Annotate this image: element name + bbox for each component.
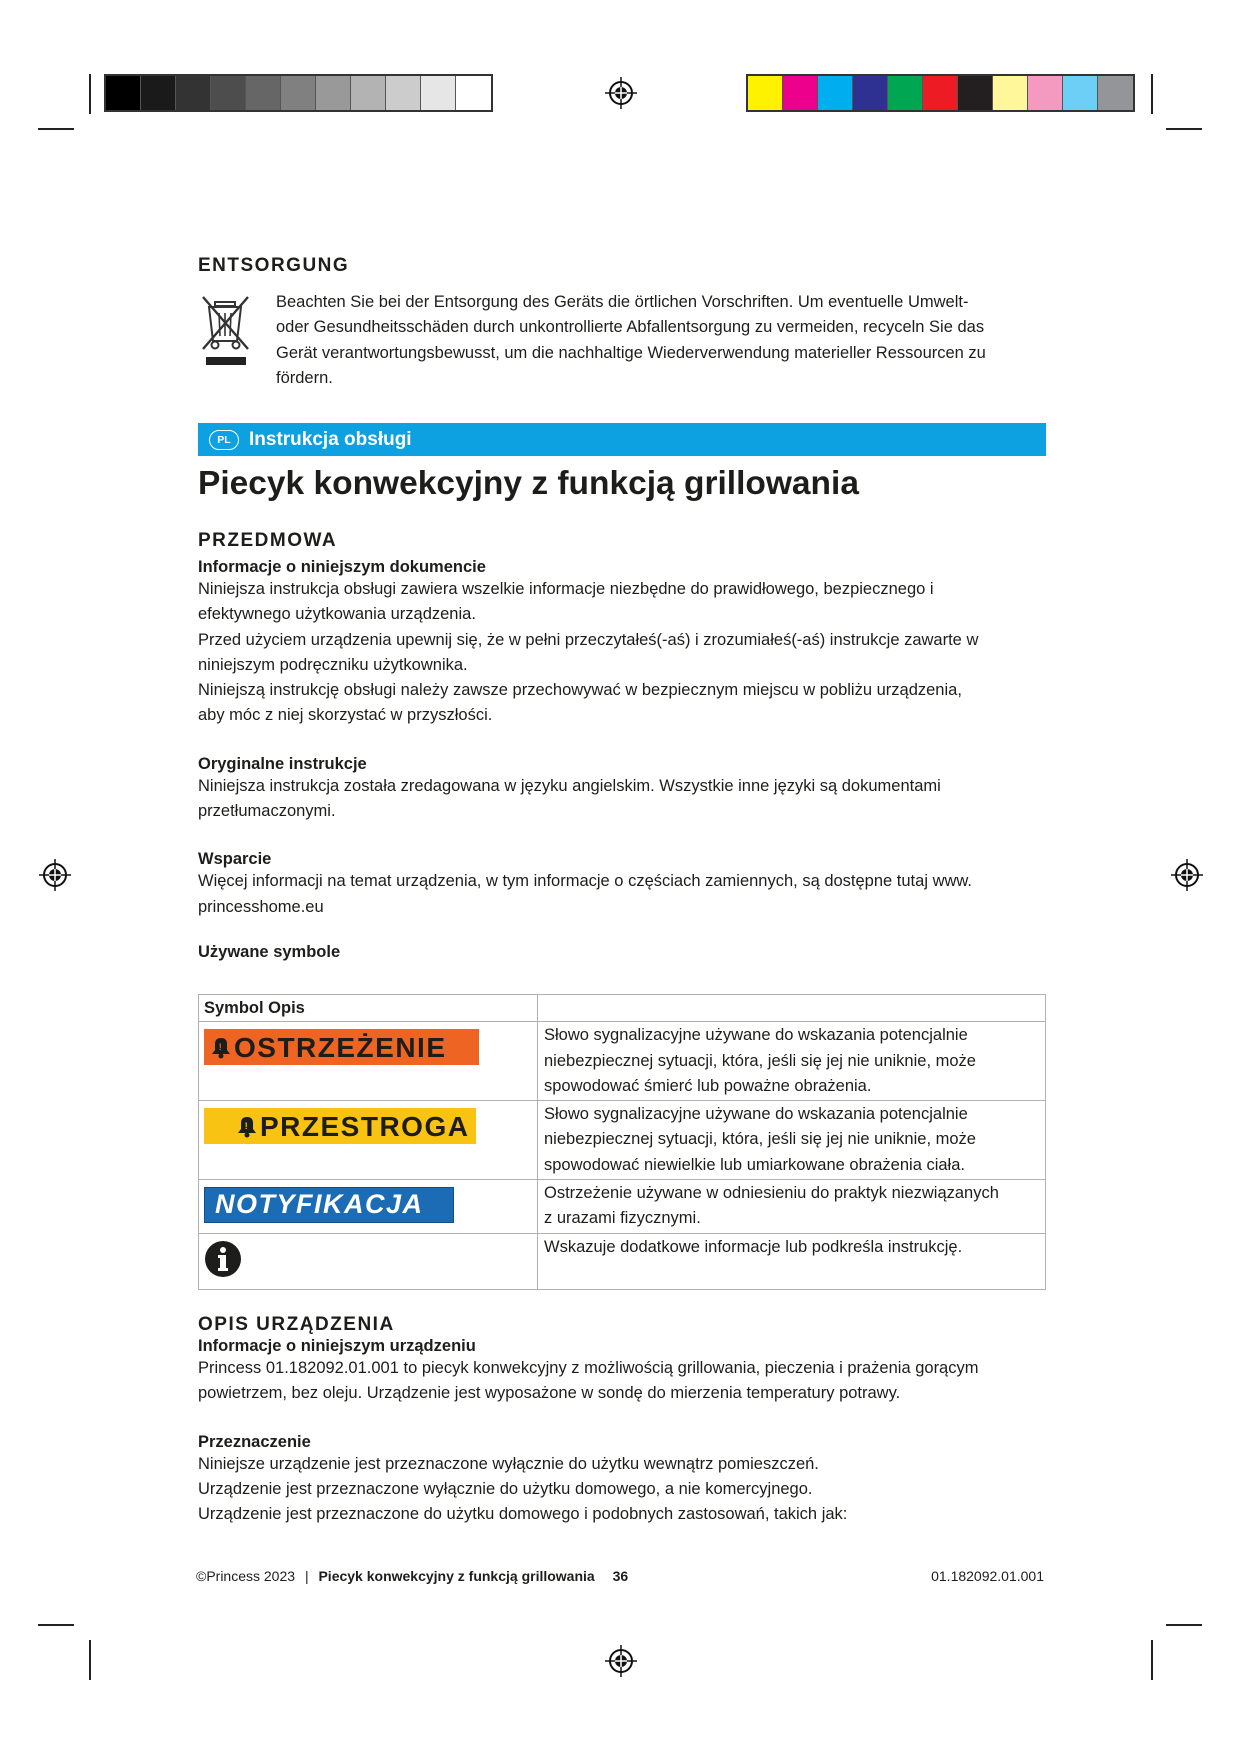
- color-swatch: [141, 76, 176, 110]
- text-line: Urządzenie jest przeznaczone do użytku domowego i podobnych zastosowań, takich jak:: [198, 1505, 848, 1524]
- color-swatch: [783, 76, 818, 110]
- disposal-heading: ENTSORGUNG: [198, 255, 350, 276]
- registration-mark-icon: [604, 76, 638, 110]
- footer-product: Piecyk konwekcyjny z funkcją grillowania: [318, 1568, 595, 1584]
- crop-mark: [89, 74, 91, 114]
- text-line: efektywnego użytkowania urządzenia.: [198, 605, 476, 624]
- color-swatch: [853, 76, 888, 110]
- description-cell: [538, 1022, 1046, 1101]
- text-line: spowodować niewielkie lub umiarkowane obrażenia ciała.: [544, 1155, 965, 1174]
- footer-model: 01.182092.01.001: [931, 1568, 1044, 1584]
- text-line: Przed użyciem urządzenia upewnij się, że w pełni przeczytałeś(-aś) i zrozumiałeś(-aś) instrukcje zawarte w: [198, 630, 979, 649]
- support-heading: Wsparcie: [198, 850, 272, 869]
- color-swatch: [281, 76, 316, 110]
- text-line: Niniejsza instrukcja obsługi zawiera wszelkie informacje niezbędne do prawidłowego, bezpiecznego i: [198, 580, 934, 598]
- text-line: Słowo sygnalizacyjne używane do wskazania potencjalnie: [544, 1026, 968, 1045]
- symbol-cell: [199, 1180, 538, 1234]
- purpose-text: [198, 1452, 1046, 1528]
- text-line: Niniejsze urządzenie jest przeznaczone wyłącznie do użytku wewnątrz pomieszczeń.: [198, 1454, 819, 1473]
- text-line: niniejszym podręczniku użytkownika.: [198, 655, 468, 674]
- foreword-heading: PRZEDMOWA: [198, 530, 338, 551]
- color-swatch: [888, 76, 923, 110]
- text-line: Beachten Sie bei der Entsorgung des Geräts die örtlichen Vorschriften. Um eventuelle Umwelt-: [276, 293, 969, 311]
- page-number: 36: [612, 1568, 629, 1584]
- color-swatch: [351, 76, 386, 110]
- color-swatch: [211, 76, 246, 110]
- color-swatch: [958, 76, 993, 110]
- color-swatch: [923, 76, 958, 110]
- text-line: niebezpiecznej sytuacji, która, jeśli się jej nie uniknie, może: [544, 1130, 976, 1149]
- text-line: niebezpiecznej sytuacji, która, jeśli się jej nie uniknie, może: [544, 1051, 976, 1070]
- text-line: Słowo sygnalizacyjne używane do wskazania potencjalnie: [544, 1105, 968, 1124]
- svg-text:!: !: [218, 1042, 224, 1053]
- color-swatch: [386, 76, 421, 110]
- purpose-heading: Przeznaczenie: [198, 1432, 311, 1451]
- symbol-cell: [199, 1101, 538, 1180]
- text-line: powietrzem, bez oleju. Urządzenie jest wyposażone w sondę do mierzenia temperatury potrawy.: [198, 1384, 901, 1403]
- table-row: [199, 1180, 1046, 1234]
- footer-separator: |: [304, 1568, 309, 1584]
- notice-badge: [204, 1187, 454, 1223]
- color-swatch: [748, 76, 783, 110]
- text-line: Więcej informacji na temat urządzenia, w tym informacje o częściach zamiennych, są dostępne tutaj www.: [198, 872, 972, 891]
- table-row: [199, 1101, 1046, 1180]
- alert-bell-icon: [234, 1114, 260, 1138]
- crop-mark: [1151, 1640, 1153, 1680]
- disposal-text: [276, 290, 1046, 391]
- description-cell: [538, 1233, 1046, 1289]
- color-swatch: [993, 76, 1028, 110]
- support-text: [198, 869, 1046, 920]
- color-swatch: [246, 76, 281, 110]
- footer-copyright: ©Princess 2023: [196, 1568, 296, 1584]
- device-section: [198, 1314, 1046, 1527]
- text-line: Wskazuje dodatkowe informacje lub podkreśla instrukcję.: [544, 1237, 963, 1256]
- color-swatch: [421, 76, 456, 110]
- color-swatch: [176, 76, 211, 110]
- crop-mark: [1166, 128, 1202, 130]
- text-line: spowodować śmierć lub poważne obrażenia.: [544, 1076, 872, 1095]
- text-line: Princess 01.182092.01.001 to piecyk konwekcyjny z możliwością grillowania, pieczenia i prażenia gorącym: [198, 1359, 979, 1377]
- about-document-text: [198, 577, 1046, 729]
- text-line: princesshome.eu: [198, 897, 324, 916]
- color-swatch: [1028, 76, 1063, 110]
- table-header-cell: Symbol Opis: [199, 995, 538, 1022]
- about-document-heading: Informacje o niniejszym dokumencie: [198, 558, 486, 576]
- color-calibration-strip: [746, 74, 1135, 112]
- color-swatch: [316, 76, 351, 110]
- foreword-section: [198, 530, 1046, 962]
- footer-left: [196, 1568, 628, 1584]
- registration-mark-icon: [1170, 858, 1204, 892]
- page-title: Piecyk konwekcyjny z funkcją grillowania: [198, 465, 859, 502]
- original-instructions-heading: Oryginalne instrukcje: [198, 754, 367, 773]
- crop-mark: [1151, 74, 1153, 114]
- notice-label: NOTYFIKACJA: [215, 1189, 424, 1220]
- text-line: oder Gesundheitsschäden durch unkontrollierte Abfallentsorgung zu vermeiden, recyceln Sie das: [276, 318, 985, 337]
- crop-mark: [38, 128, 74, 130]
- description-cell: [538, 1101, 1046, 1180]
- language-bar: [198, 423, 1046, 456]
- crossed-bin-icon: [198, 291, 254, 367]
- table-header-row: [199, 995, 1046, 1022]
- color-swatch: [818, 76, 853, 110]
- symbols-table: [198, 994, 1046, 1290]
- caution-badge: [204, 1108, 476, 1144]
- table-header-cell: [538, 995, 1046, 1022]
- about-device-heading: Informacje o niniejszym urządzeniu: [198, 1337, 476, 1355]
- symbols-heading: Używane symbole: [198, 942, 341, 961]
- text-line: przetłumaczonymi.: [198, 802, 336, 821]
- color-swatch: [456, 76, 491, 110]
- color-swatch: [1098, 76, 1133, 110]
- registration-mark-icon: [38, 858, 72, 892]
- color-swatch: [1063, 76, 1098, 110]
- table-row: [199, 1233, 1046, 1289]
- crop-mark: [1166, 1624, 1202, 1626]
- language-bar-title: Instrukcja obsługi: [249, 428, 412, 450]
- text-line: Urządzenie jest przeznaczone wyłącznie do użytku domowego, a nie komercyjnego.: [198, 1479, 813, 1498]
- text-line: aby móc z niej skorzystać w przyszłości.: [198, 706, 493, 725]
- text-line: Gerät verantwortungsbewusst, um die nachhaltige Wiederverwendung materieller Ressourcen zu: [276, 343, 986, 362]
- svg-text:!: !: [244, 1121, 250, 1132]
- crop-mark: [89, 1640, 91, 1680]
- alert-bell-icon: [208, 1035, 234, 1059]
- page-footer: [196, 1568, 1044, 1584]
- original-instructions-text: [198, 774, 1046, 825]
- grayscale-calibration-strip: [104, 74, 493, 112]
- symbol-cell: [199, 1233, 538, 1289]
- device-heading: OPIS URZĄDZENIA: [198, 1314, 395, 1335]
- info-icon: [204, 1240, 242, 1278]
- registration-mark-icon: [604, 1644, 638, 1678]
- about-device-text: [198, 1356, 1046, 1407]
- text-line: Ostrzeżenie używane w odniesieniu do praktyk niezwiązanych: [544, 1184, 999, 1203]
- warning-label: OSTRZEŻENIE: [234, 1031, 447, 1063]
- color-swatch: [106, 76, 141, 110]
- text-line: fördern.: [276, 368, 333, 387]
- table-row: [199, 1022, 1046, 1101]
- description-cell: [538, 1180, 1046, 1234]
- warning-badge: [204, 1029, 479, 1065]
- text-line: z urazami fizycznymi.: [544, 1209, 701, 1228]
- language-code-badge: PL: [209, 430, 239, 450]
- crop-mark: [38, 1624, 74, 1626]
- text-line: Niniejsza instrukcja została zredagowana w języku angielskim. Wszystkie inne języki są dokumentami: [198, 776, 941, 795]
- text-line: Niniejszą instrukcję obsługi należy zawsze przechowywać w bezpiecznym miejscu w pobliżu urządzenia,: [198, 681, 962, 700]
- caution-label: PRZESTROGA: [260, 1110, 470, 1142]
- symbol-cell: [199, 1022, 538, 1101]
